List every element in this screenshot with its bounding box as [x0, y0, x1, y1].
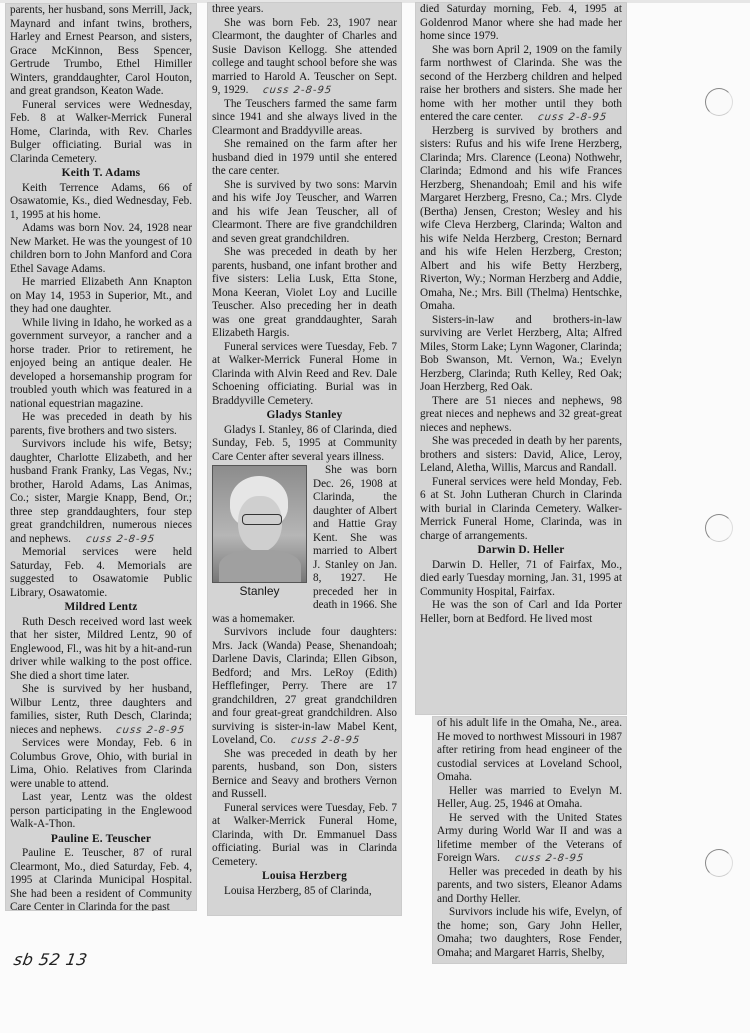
obit-text: parents, her husband, sons Merrill, Jack, Maynard and infant twins, brothers, Harley and Ernest Pearson, and sisters, Grace McKinnon, Bess Spencer, Gertrude Trumbo, Ethel Himiller Winters, granddaughter, Carol Houton, and great grandson, Keaton Wade. — [10, 4, 192, 97]
obit-text: Funeral services were Tuesday, Feb. 7 at Walker-Merrick Funeral Home in Clarinda with Alvin Reed and Rev. Dale Schoening officiating. Burial was in Braddyville Cemetery. — [212, 340, 397, 407]
obit-text: He was preceded in death by his parents, five brothers and two sisters. — [10, 411, 192, 437]
obit-text: Adams was born Nov. 24, 1928 near New Market. He was the youngest of 10 children born to John Manford and Cora Ethel Savage Adams. — [10, 222, 192, 275]
obit-text: Herzberg is survived by brothers and sisters: Rufus and his wife Irene Herzberg, Clarinda; Mrs. Clarence (Leona) Nothwehr, Clarinda; Edmond and his wife Frances Herzberg, Shenandoah; Emil and his wife Margaret Herzberg, Fresno, Ca.; Mrs. Clyde (Bertha) Jensen, Creston; Wesley and his wife Cleva Herzberg, Clarinda; Walton and his wife Nelda Herzberg, Creston; Bernard and his wife Helen Herzberg, Creston; Albert and his wife Betty Herzberg, Riverton, Wy.; Norman Herzberg and Addie, Omaha, Ne.; Mrs. Bill (Thelma) Hentschke, Omaha. — [420, 124, 622, 312]
obit-text: There are 51 nieces and nephews, 98 great nieces and nephews and 32 great-great nieces and nephews. — [420, 394, 622, 434]
obit-text: He married Elizabeth Ann Knapton on May 14, 1953 in Superior, Mt., and they had one daughter. — [10, 276, 192, 315]
portrait-image — [212, 465, 307, 583]
obit-text: She was preceded in death by her parents, husband, son Don, sisters Bernice and Seavy and brothers Vernon and Russell. — [212, 747, 397, 800]
obit-text: She remained on the farm after her husband died in 1979 until she entered the care center. — [212, 138, 397, 177]
obit-text: of his adult life in the Omaha, Ne., area. He moved to northwest Missouri in 1987 after retiring from head engineer of the custodial services at Loveland School, Omaha. — [437, 717, 622, 783]
obit-text: She was born April 2, 1909 on the family farm northwest of Clarinda. She was the second of the Herzberg children and helped raise her brothers and sisters. She made her home with her mother until they both entered the care center. cuss 2-8-95 — [420, 43, 622, 123]
obit-text: She is survived by two sons: Marvin and his wife Joy Teuscher, and Warren and his wife Jean Teuscher, all of Clearmont. There are five grandchildren and seven great grandchildren. — [212, 178, 397, 245]
portrait-photo-stanley — [212, 465, 307, 599]
handwritten-date-note: cuss 2-8-95 — [262, 85, 334, 96]
obit-text: She was born Dec. 26, 1908 at Clarinda, the daughter of Albert and Hattie Gray Kent. She was married to Albert J. Stanley on Jan. 8, 1927. He preceded her in death in 1966. She was a homemaker. — [212, 464, 397, 625]
obit-text: Sisters-in-law and brothers-in-law surviving are Verlet Herzberg, Alta; Alfred Miles, Storm Lake; Lynn Wagoner, Clarinda; Bob Swanson, Mt. Vernon, Wa.; Evelyn Herzberg, Clarinda; Ruth Kelley, Red Oak; Joan Herzberg, Red Oak. — [420, 313, 622, 393]
photo-caption: Stanley — [239, 584, 280, 598]
obit-text: Survivors include four daughters: Mrs. Jack (Wanda) Pease, Shenandoah; Darlene Davis, Clarinda; Ellen Gibson, Bedford; and Mrs. LeRoy (Edith) Hefflefinger, Perry. There are 17 grandchildren, 27 great grandchildren and four great-great grandchildren. Also surviving is sister-in-law Mabel Kent, Loveland, Co. cuss 2-8-95 — [212, 626, 397, 746]
obituary-heading-herzberg: Louisa Herzberg — [262, 870, 347, 882]
obit-text: Pauline E. Teuscher, 87 of rural Clearmont, Mo., died Saturday, Feb. 4, 1995 at Clarinda Municipal Hospital. She had been a resident of Community Care Center in Clarinda for the past — [10, 847, 192, 911]
clipping-column-3 — [415, 2, 627, 715]
obit-text: The Teuschers farmed the same farm since 1941 and she always lived in the Clearmont and Braddyville areas. — [212, 97, 397, 137]
handwritten-date-note: cuss 2-8-95 — [513, 853, 585, 864]
obit-text: She was preceded in death by her parents, husband, one infant brother and five sisters: Lelia Lusk, Etta Stone, Mona Keeran, Violet Loy and Lucille Teuscher. Also preceding her in death was one great granddaughter, Sarah Elizabeth Hargis. — [212, 246, 397, 339]
obit-text: Keith Terrence Adams, 66 of Osawatomie, Ks., died Wednesday, Feb. 1, 1995 at his home. — [10, 181, 192, 221]
obit-text: He was the son of Carl and Ida Porter Heller, born at Bedford. He lived most — [420, 599, 622, 625]
obit-text: Funeral services were Tuesday, Feb. 7 at Walker-Merrick Funeral Home, Clarinda, with Dr. Emmanuel Dass officiating. Burial was in Clarinda Cemetery. — [212, 801, 397, 868]
obit-text: Ruth Desch received word last week that her sister, Mildred Lentz, 90 of Englewood, Fl., was hit by a hit-and-run driver while walking to the post office. She died a short time later. — [10, 615, 192, 682]
obituary-heading-stanley: Gladys Stanley — [266, 409, 343, 421]
handwritten-date-note: cuss 2-8-95 — [537, 112, 608, 123]
obituary-heading-teuscher: Pauline E. Teuscher — [50, 832, 152, 845]
obit-text: Gladys I. Stanley, 86 of Clarinda, died Sunday, Feb. 5, 1995 at Community Care Center after several years illness. — [212, 423, 397, 463]
obit-text: Memorial services were held Saturday, Feb. 4. Memorials are suggested to Osawatomie Public Library, Osawatomie. — [10, 546, 192, 599]
handwritten-reference: sb 52 13 — [12, 950, 90, 969]
obit-text: He served with the United States Army during World War II and was a lifetime member of the Veterans of Foreign Wars. cuss 2-8-95 — [437, 811, 622, 864]
obit-text: Survivors include his wife, Betsy; daughter, Charlotte Elizabeth, and her husband Frank Franky, Las Vegas, Nv.; brother, Harold Adams, Las Animas, Co.; sister, Margie Knapp, Bend, Or.; three step granddaughters, four step great grandchildren, numerous nieces and nephews. cuss 2-8-95 — [10, 438, 192, 545]
obit-text: While living in Idaho, he worked as a government surveyor, a rancher and a horse trader. Prior to retirement, he enjoyed being an antique dealer. He developed a horsemanship program for troubled youth which was featured in a national equestrian magazine. — [10, 316, 192, 410]
clipping-column-1 — [5, 3, 197, 911]
obituary-heading-lentz: Mildred Lentz — [64, 601, 138, 613]
handwritten-date-note: cuss 2-8-95 — [289, 735, 361, 746]
binder-hole — [705, 514, 733, 542]
handwritten-date-note: cuss 2-8-95 — [84, 533, 156, 545]
obit-text: Heller was married to Evelyn M. Heller, Aug. 25, 1946 at Omaha. — [437, 784, 622, 810]
obit-text: three years. — [212, 3, 264, 15]
obit-text: Funeral services were Wednesday, Feb. 8 at Walker-Merrick Funeral Home, Clarinda, with Rev. Charles Bulger officiating. Burial was in Clarinda Cemetery. — [10, 98, 192, 165]
clipping-column-4 — [432, 716, 627, 964]
obit-text: She was preceded in death by her parents, brothers and sisters: David, Alice, Leroy, Leland, Aletha, Willis, Marcus and Randall. — [420, 435, 622, 474]
obit-text: Funeral services were held Monday, Feb. 6 at St. John Lutheran Church in Clarinda with burial in Clarinda Cemetery. Walker-Merrick Funeral Home, Clarinda, was in charge of arrangements. — [420, 475, 622, 542]
obituary-heading-adams: Keith T. Adams — [61, 167, 141, 179]
obit-text: She is survived by her husband, Wilbur Lentz, three daughters and families, sister, Ruth Desch, Clarinda; nieces and nephews. cuss 2-8-95 — [10, 683, 192, 736]
obit-text: died Saturday morning, Feb. 4, 1995 at Goldenrod Manor where she had made her home since 1979. — [420, 3, 622, 42]
clipping-column-2 — [207, 2, 402, 916]
handwritten-date-note: cuss 2-8-95 — [115, 724, 187, 736]
binder-hole — [705, 88, 733, 116]
obit-text: Heller was preceded in death by his parents, and two sisters, Eleanor Adams and Dorthy Heller. — [437, 865, 622, 905]
obit-text: Survivors include his wife, Evelyn, of the home; son, Gary John Heller, Omaha; two daughters, Rose Fender, Omaha; and Margaret Harris, Shelby, — [437, 906, 622, 959]
obituary-heading-heller: Darwin D. Heller — [477, 544, 565, 556]
obit-text: Services were Monday, Feb. 6 in Columbus Grove, Ohio, with burial in Lima, Ohio. Relatives from Clarinda were unable to attend. — [10, 737, 192, 790]
obit-text: Louisa Herzberg, 85 of Clarinda, — [224, 884, 372, 897]
obit-text: She was born Feb. 23, 1907 near Clearmont, the daughter of Charles and Susie Davison Kellogg. She attended college and taught school before she was married to Harold A. Teuscher on Sept. 9, 1929. cuss 2-8-95 — [212, 16, 397, 96]
obit-text: Darwin D. Heller, 71 of Fairfax, Mo., died early Tuesday morning, Jan. 31, 1995 at Community Hospital, Fairfax. — [420, 558, 622, 598]
obit-text: Last year, Lentz was the oldest person participating in the Englewood Walk-A-Thon. — [10, 791, 192, 830]
binder-hole — [705, 849, 733, 877]
